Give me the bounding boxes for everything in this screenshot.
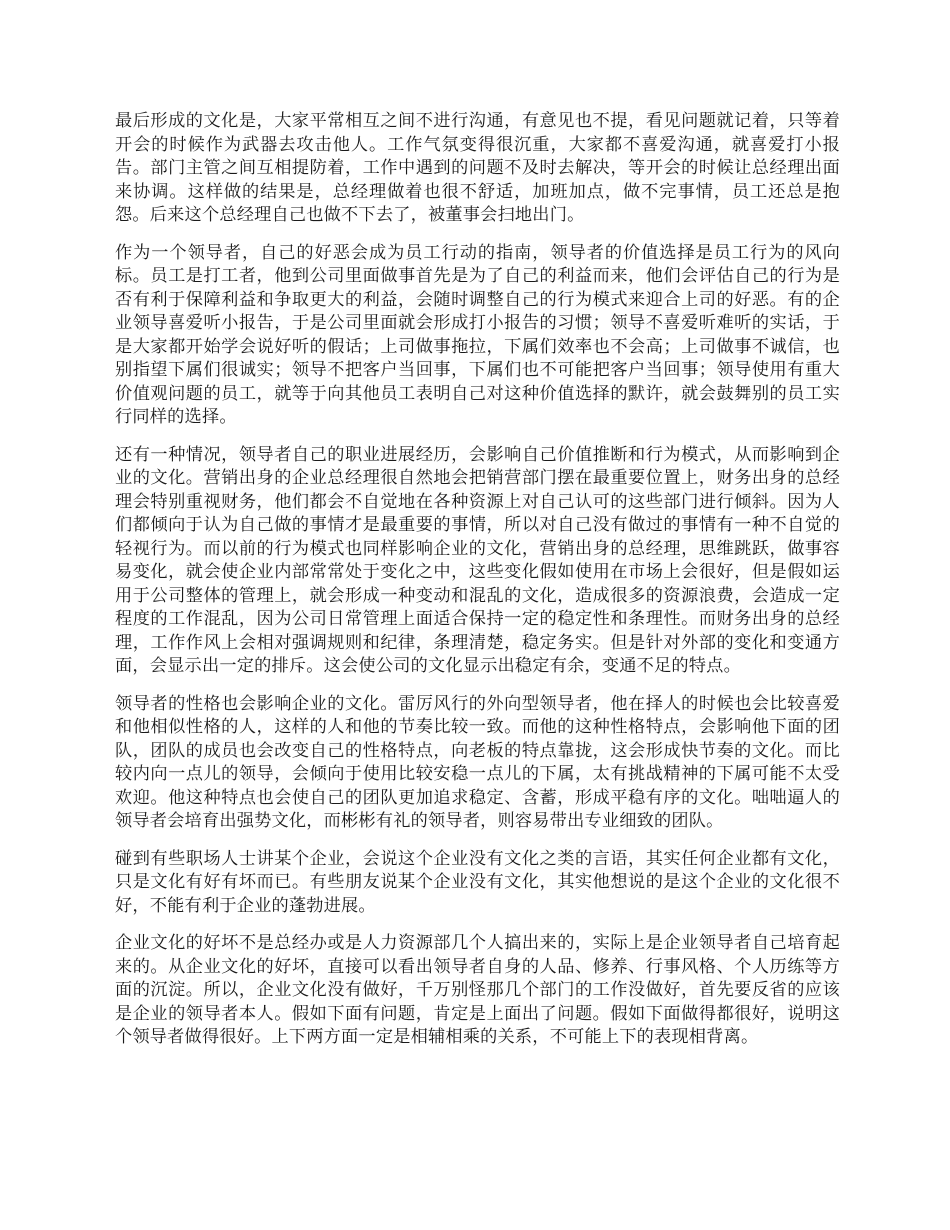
paragraph-2: 作为一个领导者，自己的好恶会成为员工行动的指南，领导者的价值选择是员工行为的风向标。员工是打工者，他到公司里面做事首先是为了自己的利益而来，他们会评估自己的行为是否有利于保障利益和争取更大的利益，会随时调整自己的行为模式来迎合上司的好恶。有的企业领导喜爱听小报告，于是公司里面就会形成打小报告的习惯；领导不喜爱听难听的实话，于是大家都开始学会说好听的假话；上司做事拖拉，下属们效率也不会高；上司做事不诚信，也别指望下属们很诚实；领导不把客户当回事，下属们也不可能把客户当回事；领导使用有重大价值观问题的员工，就等于向其他员工表明自己对这种价值选择的默许，就会鼓舞别的员工实行同样的选择。 <box>115 242 840 427</box>
paragraph-3: 还有一种情况，领导者自己的职业进展经历，会影响自己价值推断和行为模式，从而影响到企业的文化。营销出身的企业总经理很自然地会把销营部门摆在最重要位置上，财务出身的总经理会特别重视财务，他们都会不自觉地在各种资源上对自己认可的这些部门进行倾斜。因为人们都倾向于认为自己做的事情才是最重要的事情，所以对自己没有做过的事情有一种不自觉的轻视行为。而以前的行为模式也同样影响企业的文化，营销出身的总经理，思维跳跃，做事容易变化，就会使企业内部常常处于变化之中，这些变化假如使用在市场上会很好，但是假如运用于公司整体的管理上，就会形成一种变动和混乱的文化，造成很多的资源浪费，会造成一定程度的工作混乱，因为公司日常管理上面适合保持一定的稳定性和条理性。而财务出身的总经理，工作作风上会相对强调规则和纪律，条理清楚，稳定务实。但是针对外部的变化和变通方面，会显示出一定的排斥。这会使公司的文化显示出稳定有余，变通不足的特点。 <box>115 444 840 676</box>
document-body <box>115 110 840 1064</box>
paragraph-1: 最后形成的文化是，大家平常相互之间不进行沟通，有意见也不提，看见问题就记着，只等着开会的时候作为武器去攻击他人。工作气氛变得很沉重，大家都不喜爱沟通，就喜爱打小报告。部门主管之间互相提防着，工作中遇到的问题不及时去解决，等开会的时候让总经理出面来协调。这样做的结果是，总经理做着也很不舒适，加班加点，做不完事情，员工还总是抱怨。后来这个总经理自己也做不下去了，被董事会扫地出门。 <box>115 111 840 225</box>
paragraph-4: 领导者的性格也会影响企业的文化。雷厉风行的外向型领导者，他在择人的时候也会比较喜爱和他相似性格的人，这样的人和他的节奏比较一致。而他的这种性格特点，会影响他下面的团队，团队的成员也会改变自己的性格特点，向老板的特点靠拢，这会形成快节奏的文化。而比较内向一点儿的领导，会倾向于使用比较安稳一点儿的下属，太有挑战精神的下属可能不太受欢迎。他这种特点也会使自己的团队更加追求稳定、含蓄，形成平稳有序的文化。咄咄逼人的领导者会培育出强势文化，而彬彬有礼的领导者，则容易带出专业细致的团队。 <box>115 693 840 831</box>
paragraph-6: 企业文化的好坏不是总经办或是人力资源部几个人搞出来的，实际上是企业领导者自己培育起来的。从企业文化的好坏，直接可以看出领导者自身的人品、修养、行事风格、个人历练等方面的沉淀。所以，企业文化没有做好，千万别怪那几个部门的工作没做好，首先要反省的应该是企业的领导者本人。假如下面有问题，肯定是上面出了问题。假如下面做得都很好，说明这个领导者做得很好。上下两方面一定是相辅相乘的关系，不可能上下的表现相背离。 <box>115 933 840 1047</box>
paragraph-5: 碰到有些职场人士讲某个企业，会说这个企业没有文化之类的言语，其实任何企业都有文化，只是文化有好有坏而已。有些朋友说某个企业没有文化，其实他想说的是这个企业的文化很不好，不能有利于企业的蓬勃进展。 <box>115 848 840 916</box>
